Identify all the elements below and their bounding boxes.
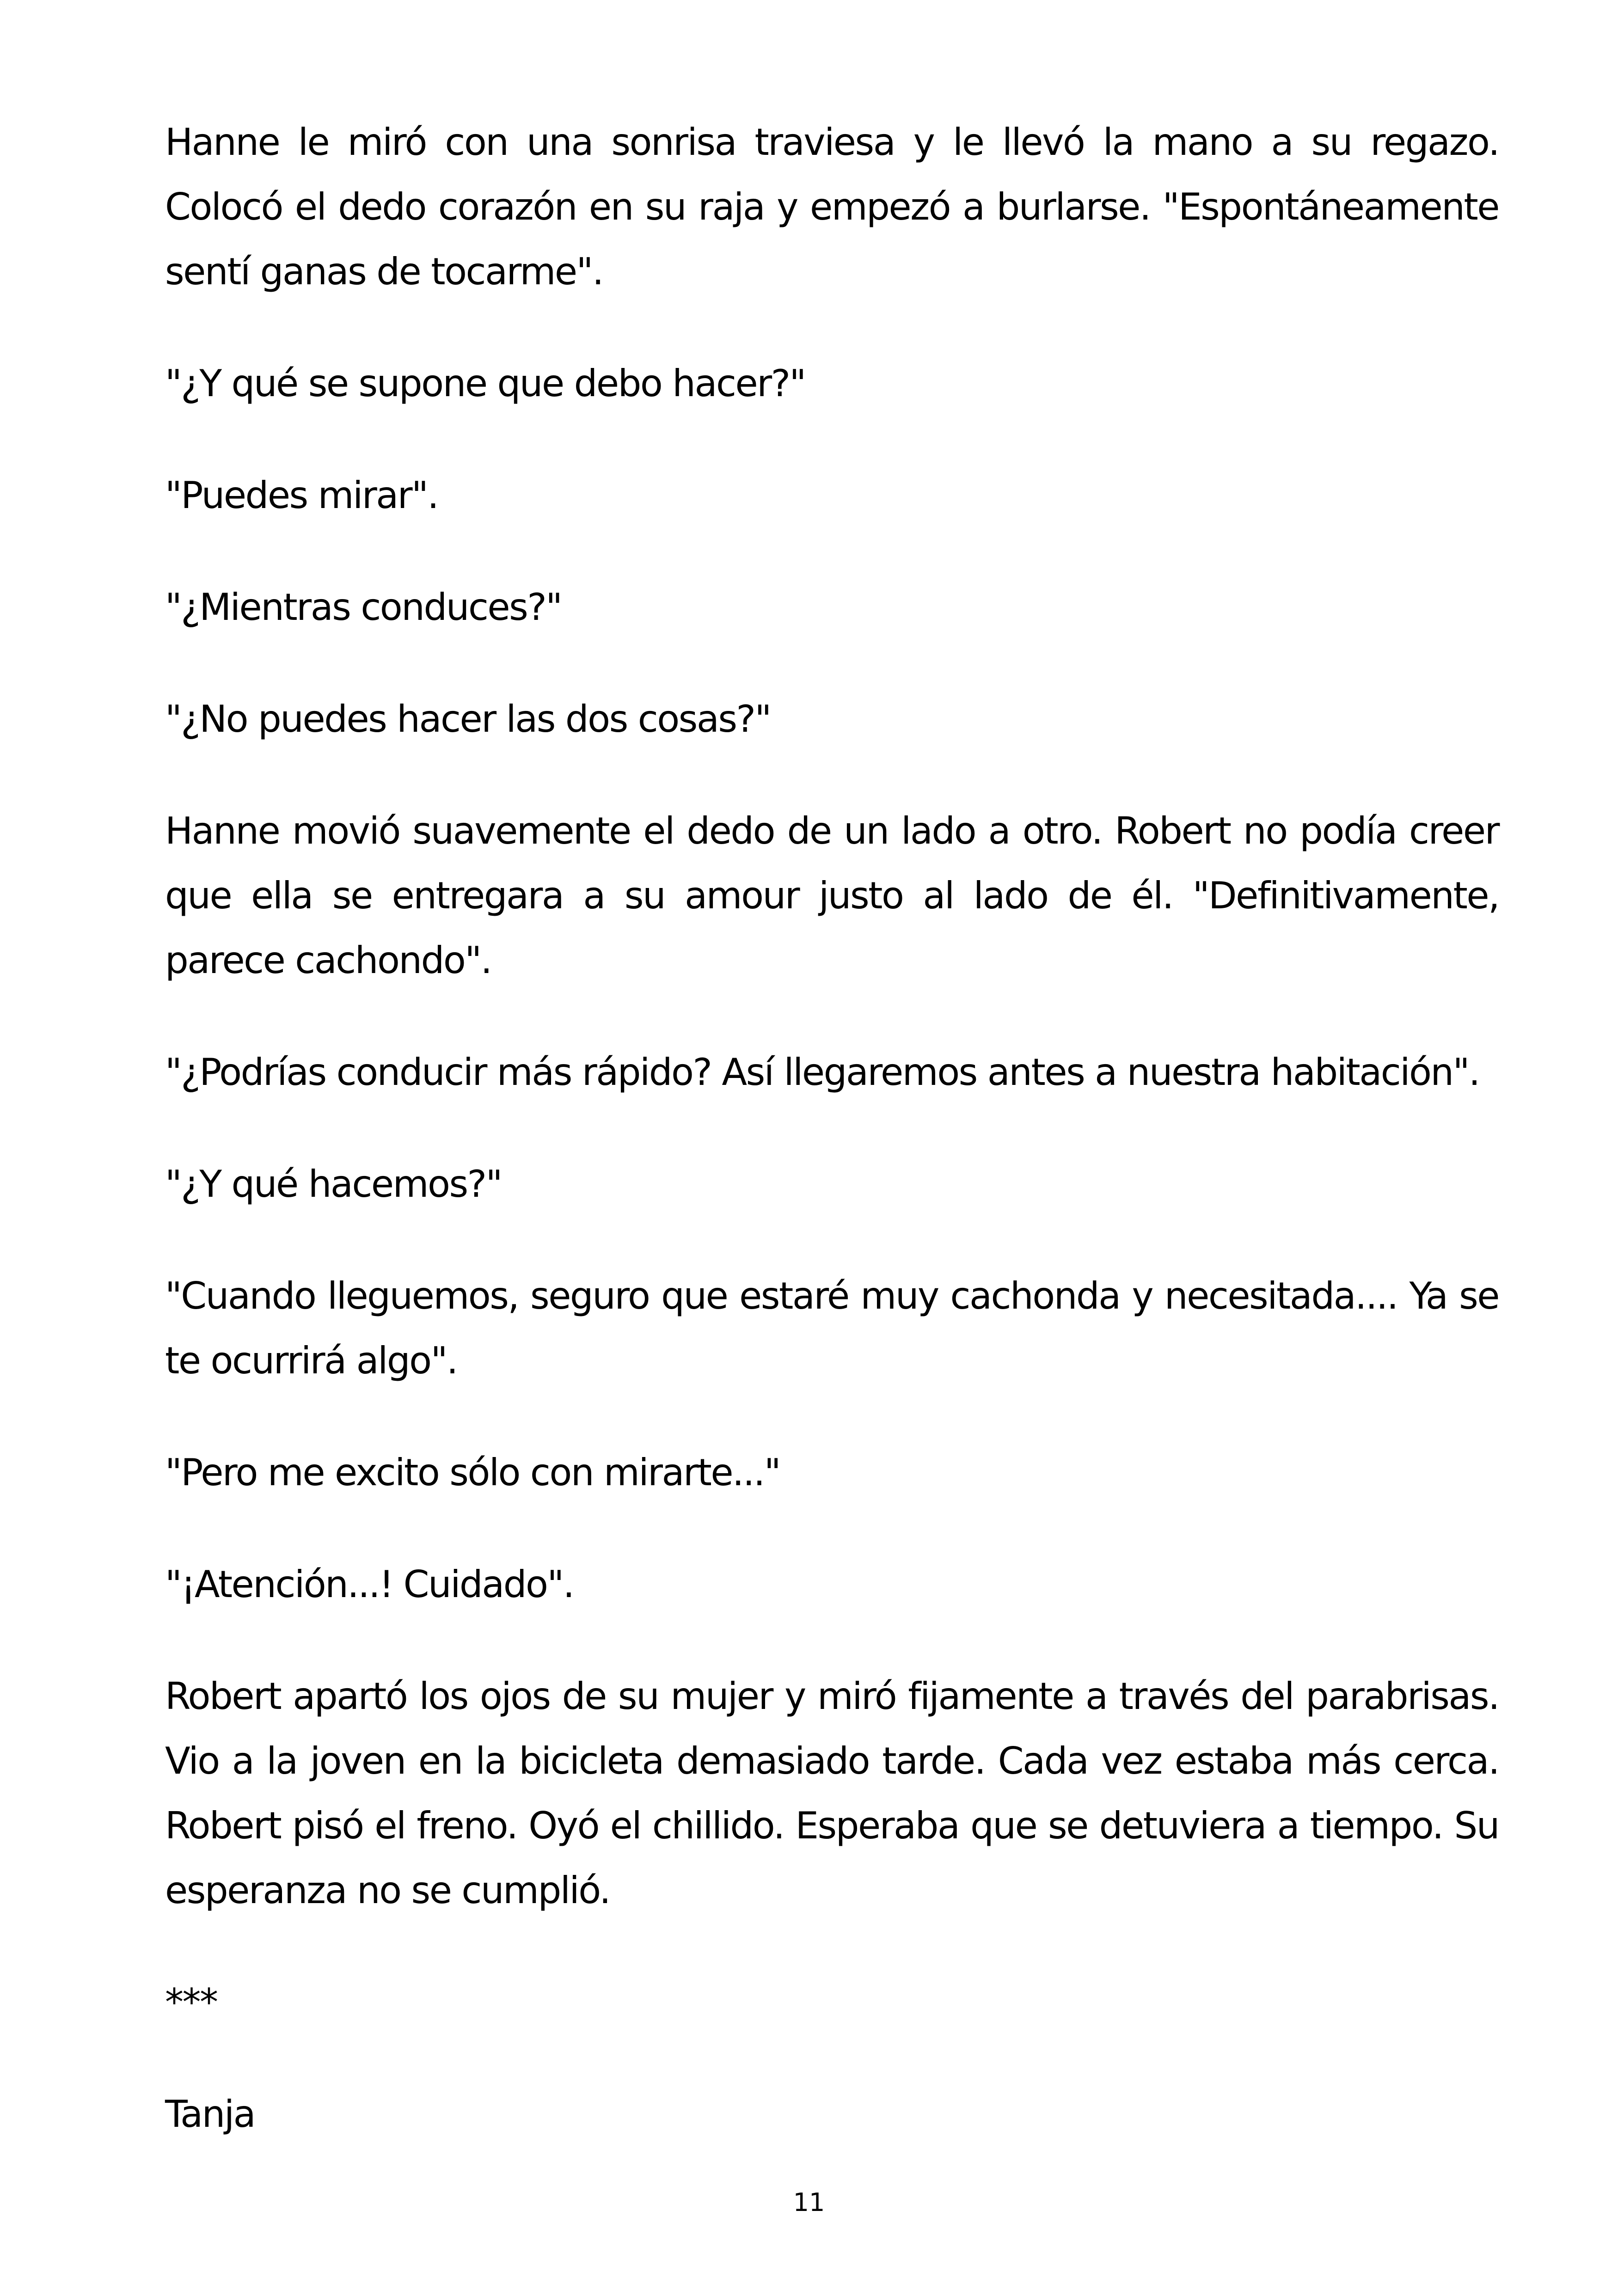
paragraph-11: "¡Atención...! Cuidado". (165, 1563, 574, 1606)
paragraph-8: "¿Y qué hacemos?" (165, 1163, 502, 1206)
paragraph-4: "¿Mientras conduces?" (165, 586, 562, 629)
paragraph-1: Hanne le miró con una sonrisa traviesa y le llevó la mano a su regazo. Colocó el dedo corazón en su raja y empezó a burlarse. "Espontáneamente sentí ganas de tocarme". (165, 121, 1499, 293)
paragraph-5: "¿No puedes hacer las dos cosas?" (165, 698, 771, 741)
paragraph-7: "¿Podrías conducir más rápido? Así llegaremos antes a nuestra habitación". (165, 1051, 1479, 1094)
paragraph-9: "Cuando lleguemos, seguro que estaré muy cachonda y necesitada.... Ya se te ocurrirá algo". (165, 1274, 1499, 1382)
section-heading: Tanja (165, 2093, 255, 2136)
page-number: 11 (793, 2188, 825, 2217)
paragraph-3: "Puedes mirar". (165, 474, 438, 517)
paragraph-6: Hanne movió suavemente el dedo de un lado a otro. Robert no podía creer que ella se entregara a su amour justo al lado de él. "Definitivamente, parece cachondo". (165, 809, 1499, 982)
paragraph-10: "Pero me excito sólo con mirarte..." (165, 1451, 780, 1494)
scene-break: *** (165, 1981, 217, 2024)
paragraph-12: Robert apartó los ojos de su mujer y miró fijamente a través del parabrisas. Vio a la joven en la bicicleta demasiado tarde. Cada vez estaba más cerca. Robert pisó el freno. Oyó el chillido. Esperaba que se detuviera a tiempo. Su esperanza no se cumplió. (165, 1675, 1499, 1912)
paragraph-2: "¿Y qué se supone que debo hacer?" (165, 362, 805, 405)
page-body (165, 110, 1499, 2194)
